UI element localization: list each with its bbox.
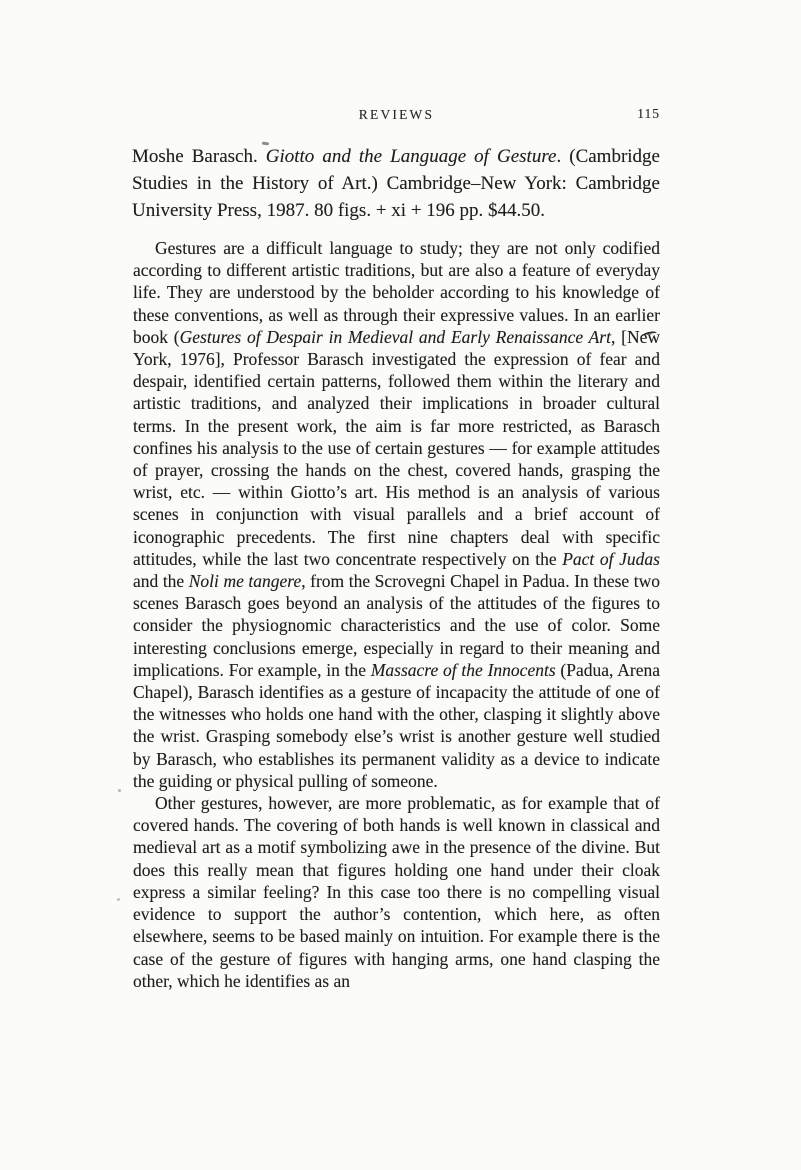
text-segment: Other gestures, however, are more problematic, as for example that of covered hands. The covering of both hands is well known in classical and medieval art as a motif symbolizing awe in the presence of the divine. But does this really mean that figures holding one hand under their cloak express a similar feeling? In this case too there is no compelling visual evidence to support the author’s contention, which here, as often elsewhere, seems to be based mainly on intuition. For example there is the case of the gesture of figures with hanging arms, one hand clasping the other, which he identifies as an bbox=[133, 793, 660, 991]
italic-text-segment: Gestures of Despair in Medieval and Early Renaissance Art bbox=[179, 326, 611, 347]
italic-text-segment: Giotto and the Language of Gesture bbox=[265, 146, 557, 167]
scan-artifact-dot bbox=[117, 898, 120, 901]
text-segment: Gestures are a difficult language to study; they are not only codified according to different artistic traditions, but are also a feature of everyday life. They are understood by the beholder according to his knowledge of these conventions, as well as through their expressive values. In an earlier book ( bbox=[133, 238, 660, 347]
italic-text-segment: Noli me tangere bbox=[188, 571, 302, 592]
review-paragraph bbox=[133, 792, 660, 992]
review-body bbox=[133, 237, 660, 992]
text-segment: , from the Scrovegni Chapel in Padua. In these two scenes Barasch goes beyond an analysis of the attitudes of the figures to consider the physiognomic characteristics and the use of color. Some interesting conclusions emerge, especially in regard to their meaning and implications. For example, in the bbox=[133, 571, 660, 680]
text-segment: Moshe Barasch. bbox=[132, 146, 266, 167]
review-paragraph bbox=[133, 237, 660, 792]
italic-text-segment: Massacre of the Innocents bbox=[370, 659, 556, 680]
italic-text-segment: Pact of Judas bbox=[562, 548, 660, 569]
text-segment: (Padua, Arena Chapel), Barasch identifies as a gesture of incapacity the attitude of one of the witnesses who holds one hand with the other, clasping it slightly above the wrist. Grasping somebody else’s wrist is another gesture well studied by Barasch, who establishes its permanent validity as a device to indicate the guiding or physical pulling of someone. bbox=[133, 659, 660, 791]
text-segment: and the bbox=[133, 571, 189, 592]
running-title: REVIEWS bbox=[358, 107, 435, 122]
text-segment: . (Cambridge Studies in the History of Art.) Cambridge–New York: Cambridge University Press, 1987. 80 figs. + xi + 196 pp. $44.50. bbox=[132, 146, 660, 221]
page-number: 115 bbox=[637, 106, 660, 121]
book-citation bbox=[132, 143, 660, 224]
running-head bbox=[133, 106, 660, 124]
text-segment: , [New York, 1976], Professor Barasch investigated the expression of fear and despair, identified certain patterns, followed them within the literary and artistic traditions, and analyzed their implications in broader cultural terms. In the present work, the aim is far more restricted, as Barasch confines his analysis to the use of certain gestures — for example attitudes of prayer, crossing the hands on the chest, covered hands, grasping the wrist, etc. — within Giotto’s art. His method is an analysis of various scenes in conjunction with visual parallels and a brief account of iconographic precedents. The first nine chapters deal with specific attitudes, while the last two concentrate respectively on the bbox=[133, 326, 661, 569]
scan-artifact-dot bbox=[118, 789, 121, 792]
